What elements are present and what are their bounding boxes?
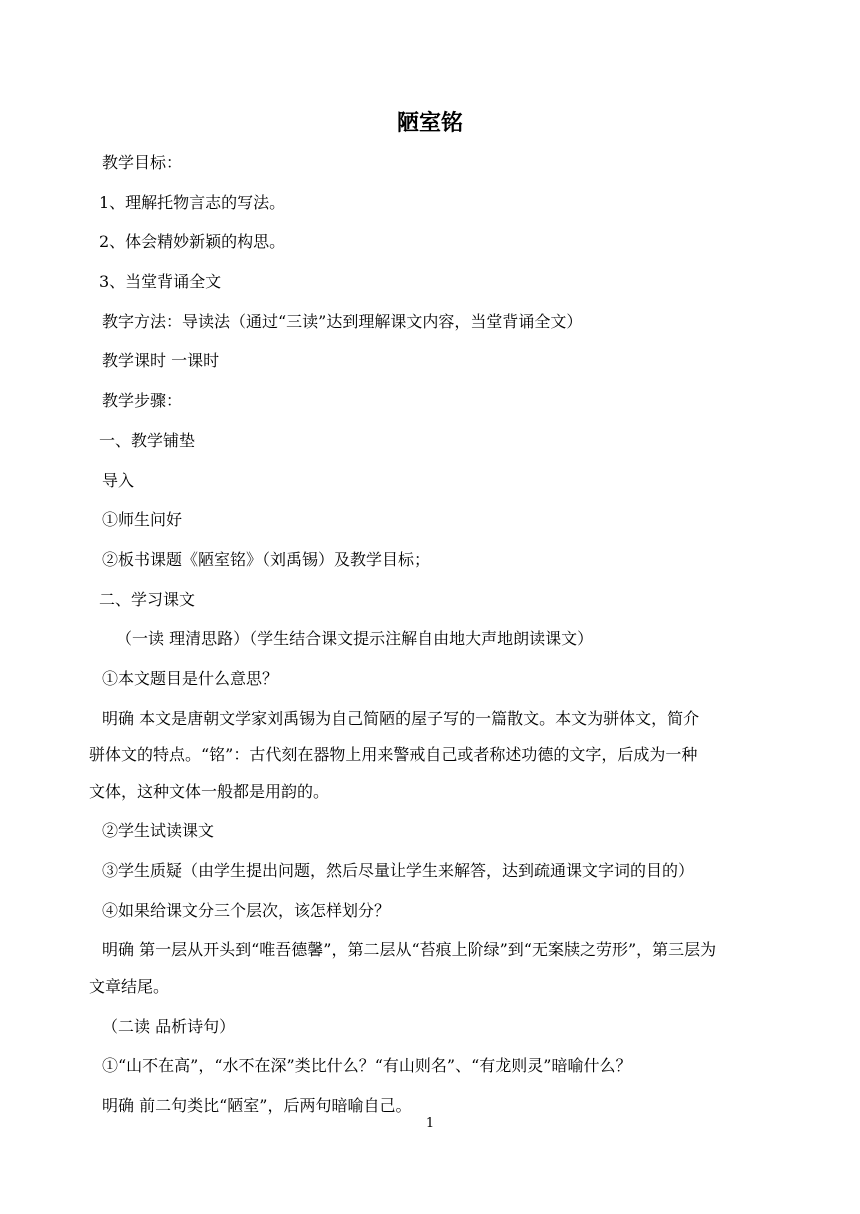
answer-5: 明确 前二句类比“陋室”，后两句暗喻自己。 bbox=[102, 1095, 412, 1115]
question-1: ①本文题目是什么意思？ bbox=[102, 668, 279, 688]
answer-paragraph-4 bbox=[89, 940, 779, 997]
document-body bbox=[89, 153, 779, 1136]
goal-item-3: 3、当堂背诵全文 bbox=[99, 272, 222, 292]
answer-4-line-1: 明确 第一层从开头到“唯吾德馨”，第二层从“苔痕上阶绿”到“无案牍之劳形”，第三层为 bbox=[102, 940, 717, 960]
answer-4-line-2: 文章结尾。 bbox=[89, 976, 170, 996]
intro-label: 导入 bbox=[102, 470, 135, 490]
answer-1-line-1: 明确 本文是唐朝文学家刘禹锡为自己简陋的屋子写的一篇散文。本文为骈体文，简介 bbox=[102, 708, 700, 728]
step-greet: ①师生问好 bbox=[102, 510, 183, 530]
section-heading-2: 二、学习课文 bbox=[99, 589, 196, 609]
section-heading-1: 一、教学铺垫 bbox=[99, 430, 196, 450]
reading-heading-2: （二读 品析诗句） bbox=[102, 1016, 236, 1036]
document-title: 陋室铭 bbox=[396, 111, 463, 136]
question-4: ④如果给课文分三个层次，该怎样划分？ bbox=[102, 900, 391, 920]
teaching-method: 教字方法：导读法（通过“三读”达到理解课文内容，当堂背诵全文） bbox=[102, 311, 583, 331]
goals-heading: 教学目标： bbox=[102, 153, 183, 172]
page-number: 1 bbox=[425, 1116, 435, 1131]
goal-item-1: 1、理解托物言志的写法。 bbox=[99, 192, 286, 212]
question-3: ③学生质疑（由学生提出问题，然后尽量让学生来解答，达到疏通课文字词的目的） bbox=[102, 861, 695, 880]
goal-item-2: 2、体会精妙新颖的构思。 bbox=[99, 232, 286, 252]
step-board: ②板书课题《陋室铭》（刘禹锡）及教学目标； bbox=[102, 549, 431, 569]
answer-1-line-2: 骈体文的特点。“铭”：古代刻在器物上用来警戒自己或者称述功德的文字，后成为一种 bbox=[89, 745, 698, 765]
reading-heading-1: （一读 理清思路）（学生结合课文提示注解自由地大声地朗读课文） bbox=[116, 629, 594, 649]
steps-heading: 教学步骤： bbox=[102, 391, 183, 411]
answer-paragraph-1 bbox=[89, 708, 779, 802]
lesson-time: 教学课时 一课时 bbox=[102, 351, 220, 371]
question-5: ①“山不在高”，“水不在深”类比什么？“有山则名”、“有龙则灵”暗喻什么？ bbox=[102, 1056, 632, 1076]
question-2: ②学生试读课文 bbox=[102, 821, 215, 841]
answer-1-line-3: 文体，这种文体一般都是用韵的。 bbox=[89, 781, 330, 801]
